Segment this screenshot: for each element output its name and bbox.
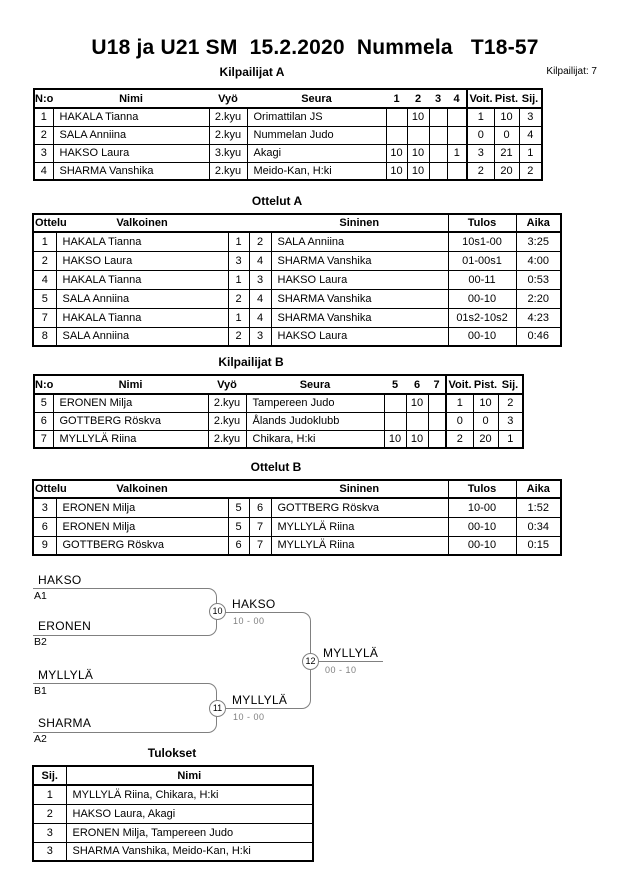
table-cell: 2: [498, 394, 523, 412]
column-header: Pist.: [494, 89, 519, 108]
header-row: [33, 480, 561, 498]
matches-b-table: [32, 479, 562, 556]
table-cell: 1: [228, 232, 249, 251]
table-cell: 0: [494, 126, 519, 144]
table-cell: MYLLYLÄ Riina: [271, 517, 448, 536]
table-row: [33, 536, 561, 555]
table-cell: 4: [34, 162, 53, 180]
table-cell: 2: [34, 126, 53, 144]
table-cell: 10: [473, 394, 498, 412]
table-cell: 3: [519, 108, 542, 126]
table-cell: HAKSO Laura: [53, 144, 209, 162]
pool-b-table: [33, 374, 524, 449]
table-cell: SALA Anniina: [53, 126, 209, 144]
table-cell: 4: [249, 289, 271, 308]
table-cell: MYLLYLÄ Riina, Chikara, H:ki: [66, 785, 313, 804]
table-cell: HAKSO Laura: [271, 327, 448, 346]
table-cell: 10: [494, 108, 519, 126]
table-cell: 10: [406, 430, 428, 448]
table-row: [34, 108, 542, 126]
table-cell: ERONEN Milja: [56, 498, 228, 517]
table-cell: 1: [498, 430, 523, 448]
table-row: [33, 498, 561, 517]
table-cell: 3: [33, 498, 56, 517]
column-header: Sij.: [519, 89, 542, 108]
bracket-seed-name: HAKSO: [38, 573, 82, 587]
table-cell: 2: [519, 162, 542, 180]
table-cell: 3: [33, 823, 66, 842]
table-cell: SHARMA Vanshika: [271, 251, 448, 270]
matches-a-table: [32, 213, 562, 347]
column-header: N:o: [34, 89, 53, 108]
column-header: [228, 480, 249, 498]
table-cell: 5: [228, 517, 249, 536]
table-cell: 00-10: [448, 517, 516, 536]
table-cell: [386, 108, 407, 126]
column-header: Seura: [246, 375, 384, 394]
column-header: [249, 480, 271, 498]
table-cell: 10: [386, 162, 407, 180]
pool-b-title: Kilpailijat B: [218, 355, 284, 369]
table-cell: 00-10: [448, 327, 516, 346]
table-cell: [428, 394, 446, 412]
column-header: Vyö: [208, 375, 246, 394]
table-cell: 1: [447, 144, 467, 162]
table-row: [33, 308, 561, 327]
table-cell: 8: [33, 327, 56, 346]
column-header: 1: [386, 89, 407, 108]
table-cell: [384, 412, 406, 430]
table-cell: 10: [407, 108, 429, 126]
table-row: [34, 394, 523, 412]
table-row: [34, 412, 523, 430]
table-cell: Tampereen Judo: [246, 394, 384, 412]
bracket-seed-name: ERONEN: [38, 619, 92, 633]
column-header: Nimi: [53, 375, 208, 394]
table-cell: [428, 412, 446, 430]
table-row: [33, 804, 313, 823]
table-cell: 1: [446, 394, 473, 412]
table-row: [34, 162, 542, 180]
table-cell: 1: [228, 308, 249, 327]
column-header: Valkoinen: [56, 214, 228, 232]
header-row: [33, 214, 561, 232]
column-header: Seura: [247, 89, 386, 108]
column-header: 5: [384, 375, 406, 394]
table-cell: 10s1-00: [448, 232, 516, 251]
column-header: Pist.: [473, 375, 498, 394]
table-cell: [429, 126, 447, 144]
table-row: [34, 144, 542, 162]
table-cell: [406, 412, 428, 430]
table-cell: 7: [34, 430, 53, 448]
table-cell: 3:25: [516, 232, 561, 251]
table-cell: 4: [249, 251, 271, 270]
table-cell: 0: [473, 412, 498, 430]
table-cell: [407, 126, 429, 144]
table-cell: 2.kyu: [209, 126, 247, 144]
table-cell: 00-11: [448, 270, 516, 289]
table-cell: 9: [33, 536, 56, 555]
table-cell: [386, 126, 407, 144]
table-cell: Chikara, H:ki: [246, 430, 384, 448]
table-cell: 0:34: [516, 517, 561, 536]
table-row: [33, 785, 313, 804]
table-row: [33, 842, 313, 861]
table-cell: [447, 126, 467, 144]
column-header: Ottelu: [33, 480, 56, 498]
table-cell: GOTTBERG Röskva: [271, 498, 448, 517]
table-cell: 4:00: [516, 251, 561, 270]
table-cell: MYLLYLÄ Riina: [53, 430, 208, 448]
table-cell: 10: [384, 430, 406, 448]
table-cell: 7: [249, 517, 271, 536]
column-header: Nimi: [66, 766, 313, 785]
table-cell: 3: [228, 251, 249, 270]
tournament-title: U18 ja U21 SM 15.2.2020 Nummela T18-57: [91, 36, 539, 59]
table-cell: 1: [519, 144, 542, 162]
table-cell: 10: [407, 162, 429, 180]
table-cell: SHARMA Vanshika, Meido-Kan, H:ki: [66, 842, 313, 861]
table-row: [33, 517, 561, 536]
table-cell: HAKALA Tianna: [56, 270, 228, 289]
bracket-seed-name: SHARMA: [38, 716, 92, 730]
table-cell: 7: [33, 308, 56, 327]
table-cell: 2.kyu: [208, 412, 246, 430]
column-header: 4: [447, 89, 467, 108]
column-header: [249, 214, 271, 232]
table-cell: 10: [386, 144, 407, 162]
table-cell: 0:53: [516, 270, 561, 289]
table-cell: Ålands Judoklubb: [246, 412, 384, 430]
column-header: Sininen: [271, 480, 448, 498]
table-cell: SALA Anniina: [56, 289, 228, 308]
competitor-count: Kilpailijat: 7: [546, 66, 597, 77]
table-row: [33, 327, 561, 346]
table-cell: HAKALA Tianna: [56, 308, 228, 327]
table-cell: 7: [249, 536, 271, 555]
table-cell: 4: [519, 126, 542, 144]
table-cell: 10: [406, 394, 428, 412]
column-header: Tulos: [448, 214, 516, 232]
table-row: [33, 289, 561, 308]
match-number-badge: 12: [302, 653, 319, 670]
table-row: [33, 823, 313, 842]
matches-a-title: Ottelut A: [251, 194, 303, 208]
table-cell: 1: [467, 108, 494, 126]
column-header: Aika: [516, 480, 561, 498]
table-cell: 3: [249, 270, 271, 289]
table-cell: 20: [473, 430, 498, 448]
table-cell: 2.kyu: [208, 394, 246, 412]
table-cell: [429, 108, 447, 126]
table-cell: ERONEN Milja: [56, 517, 228, 536]
column-header: Voit.: [446, 375, 473, 394]
header-row: [34, 89, 542, 108]
table-cell: 00-10: [448, 536, 516, 555]
table-row: [34, 126, 542, 144]
column-header: N:o: [34, 375, 53, 394]
bracket-final-line: [310, 661, 383, 662]
table-cell: SALA Anniina: [56, 327, 228, 346]
table-cell: 4: [33, 270, 56, 289]
table-cell: 2:20: [516, 289, 561, 308]
table-cell: 10: [407, 144, 429, 162]
table-cell: 2.kyu: [208, 430, 246, 448]
table-cell: 2: [33, 251, 56, 270]
table-cell: 01s2-10s2: [448, 308, 516, 327]
results-title: Tulokset: [147, 746, 197, 760]
table-cell: 10-00: [448, 498, 516, 517]
table-cell: SALA Anniina: [271, 232, 448, 251]
column-header: Sij.: [33, 766, 66, 785]
match-number-badge: 11: [209, 700, 226, 717]
table-cell: 4:23: [516, 308, 561, 327]
table-cell: SHARMA Vanshika: [53, 162, 209, 180]
table-cell: 2.kyu: [209, 162, 247, 180]
table-cell: 21: [494, 144, 519, 162]
bracket-seed-code: A1: [34, 590, 47, 602]
table-cell: HAKSO Laura, Akagi: [66, 804, 313, 823]
bracket-score: 10 - 00: [233, 616, 265, 626]
table-cell: HAKALA Tianna: [56, 232, 228, 251]
table-cell: HAKALA Tianna: [53, 108, 209, 126]
table-cell: 2.kyu: [209, 108, 247, 126]
matches-b-title: Ottelut B: [250, 460, 302, 474]
bracket-seed-code: B2: [34, 636, 47, 648]
table-cell: 6: [228, 536, 249, 555]
table-cell: 3: [33, 842, 66, 861]
column-header: Aika: [516, 214, 561, 232]
table-cell: 1: [34, 108, 53, 126]
table-cell: 1: [33, 232, 56, 251]
table-cell: [447, 108, 467, 126]
column-header: Vyö: [209, 89, 247, 108]
table-cell: 2: [249, 232, 271, 251]
table-cell: 3: [34, 144, 53, 162]
column-header: 6: [406, 375, 428, 394]
table-cell: 2: [228, 327, 249, 346]
column-header: Sininen: [271, 214, 448, 232]
table-cell: 3: [498, 412, 523, 430]
table-cell: 0: [467, 126, 494, 144]
match-number-badge: 10: [209, 603, 226, 620]
table-cell: 3: [249, 327, 271, 346]
table-cell: ERONEN Milja, Tampereen Judo: [66, 823, 313, 842]
table-cell: [429, 144, 447, 162]
bracket-seed-code: B1: [34, 685, 47, 697]
table-cell: [384, 394, 406, 412]
header-row: [33, 766, 313, 785]
table-cell: Meido-Kan, H:ki: [247, 162, 386, 180]
bracket-winner-name: MYLLYLÄ: [232, 693, 288, 707]
table-row: [33, 232, 561, 251]
table-cell: 1:52: [516, 498, 561, 517]
table-cell: [428, 430, 446, 448]
table-cell: Orimattilan JS: [247, 108, 386, 126]
table-cell: SHARMA Vanshika: [271, 308, 448, 327]
table-cell: Nummelan Judo: [247, 126, 386, 144]
column-header: Valkoinen: [56, 480, 228, 498]
bracket-seed-name: MYLLYLÄ: [38, 668, 94, 682]
table-cell: Akagi: [247, 144, 386, 162]
table-cell: 00-10: [448, 289, 516, 308]
column-header: Voit.: [467, 89, 494, 108]
column-header: Nimi: [53, 89, 209, 108]
table-cell: 1: [228, 270, 249, 289]
table-cell: 5: [33, 289, 56, 308]
table-row: [33, 251, 561, 270]
table-cell: 2: [33, 804, 66, 823]
header-row: [34, 375, 523, 394]
table-cell: GOTTBERG Röskva: [56, 536, 228, 555]
table-cell: 5: [228, 498, 249, 517]
table-cell: MYLLYLÄ Riina: [271, 536, 448, 555]
table-cell: 2: [228, 289, 249, 308]
table-cell: 3.kyu: [209, 144, 247, 162]
table-cell: 4: [249, 308, 271, 327]
table-cell: 3: [467, 144, 494, 162]
column-header: Ottelu: [33, 214, 56, 232]
pool-a-table: [33, 88, 543, 181]
table-cell: [429, 162, 447, 180]
column-header: [228, 214, 249, 232]
table-cell: 20: [494, 162, 519, 180]
table-cell: HAKSO Laura: [56, 251, 228, 270]
table-cell: 5: [34, 394, 53, 412]
table-cell: 0:15: [516, 536, 561, 555]
table-cell: 0:46: [516, 327, 561, 346]
table-cell: SHARMA Vanshika: [271, 289, 448, 308]
column-header: 2: [407, 89, 429, 108]
bracket-winner-name: MYLLYLÄ: [323, 646, 379, 660]
bracket-score: 10 - 00: [233, 712, 265, 722]
table-row: [33, 270, 561, 289]
column-header: 7: [428, 375, 446, 394]
table-cell: ERONEN Milja: [53, 394, 208, 412]
bracket-seed-code: A2: [34, 733, 47, 745]
column-header: 3: [429, 89, 447, 108]
pool-a-title: Kilpailijat A: [219, 65, 285, 79]
bracket-winner-name: HAKSO: [232, 597, 276, 611]
table-cell: 01-00s1: [448, 251, 516, 270]
column-header: Sij.: [498, 375, 523, 394]
table-row: [34, 430, 523, 448]
bracket-score: 00 - 10: [325, 665, 357, 675]
table-cell: 0: [446, 412, 473, 430]
table-cell: GOTTBERG Röskva: [53, 412, 208, 430]
table-cell: 6: [34, 412, 53, 430]
table-cell: 2: [446, 430, 473, 448]
table-cell: HAKSO Laura: [271, 270, 448, 289]
table-cell: 2: [467, 162, 494, 180]
table-cell: [447, 162, 467, 180]
table-cell: 1: [33, 785, 66, 804]
table-cell: 6: [33, 517, 56, 536]
table-cell: 6: [249, 498, 271, 517]
results-table: [32, 765, 314, 862]
column-header: Tulos: [448, 480, 516, 498]
